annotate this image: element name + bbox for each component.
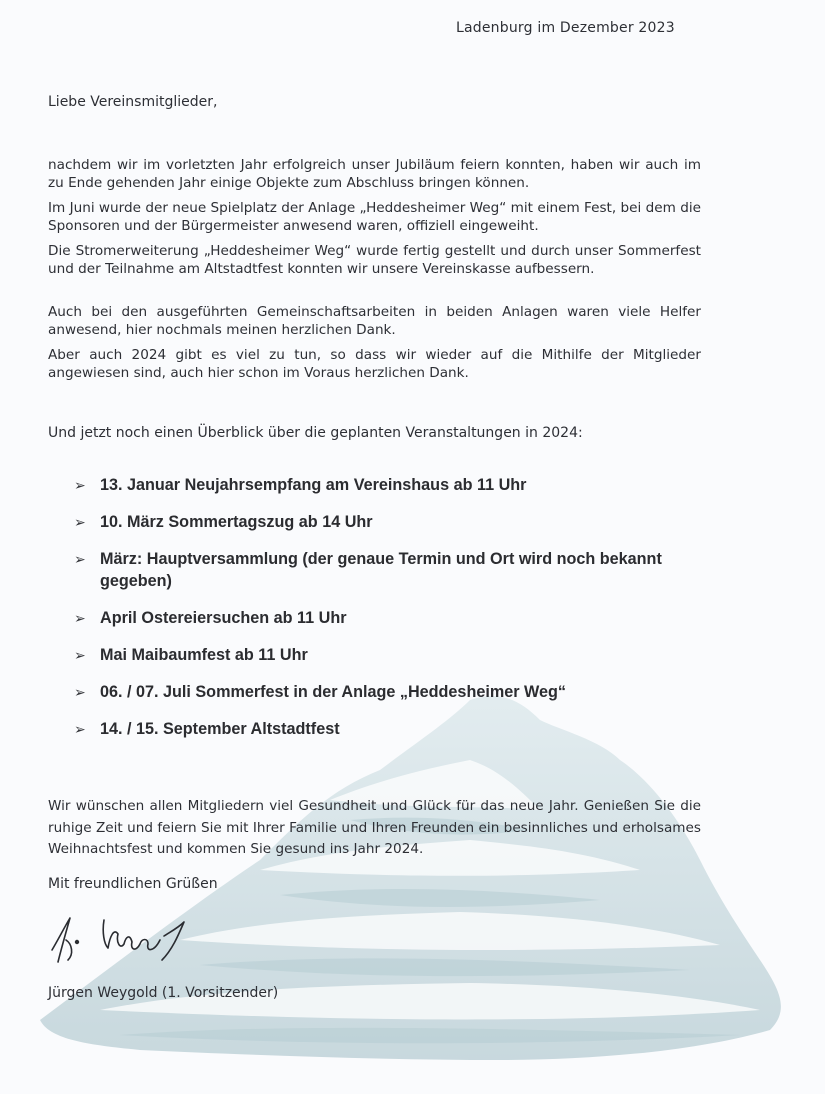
- event-list: [74, 474, 714, 755]
- event-item: ➢ 06. / 07. Juli Sommerfest in der Anlage „Heddesheimer Weg“: [74, 683, 566, 701]
- event-item: ➢ 13. Januar Neujahrsempfang am Vereinshaus ab 11 Uhr: [74, 476, 527, 494]
- closing-paragraph: Wir wünschen allen Mitgliedern viel Gesundheit und Glück für das neue Jahr. Genießen Sie die ruhige Zeit und feiern Sie mit Ihrer Familie und Ihren Freunden ein besinnliches und erholsames Weihnachtsfest und kommen Sie gesund ins Jahr 2024.: [48, 798, 701, 857]
- place-and-date: Ladenburg im Dezember 2023: [456, 20, 675, 36]
- arrow-bullet-icon: ➢: [74, 477, 86, 493]
- greeting: Mit freundlichen Grüßen: [48, 876, 218, 892]
- arrow-bullet-icon: ➢: [74, 721, 86, 737]
- arrow-bullet-icon: ➢: [74, 647, 86, 663]
- salutation: Liebe Vereinsmitglieder,: [48, 94, 218, 110]
- signer-name: Jürgen Weygold (1. Vorsitzender): [48, 985, 279, 1001]
- event-item: ➢ Mai Maibaumfest ab 11 Uhr: [74, 646, 308, 664]
- handwritten-signature: [44, 910, 194, 972]
- paragraph-playground: Im Juni wurde der neue Spielplatz der Anlage „Heddesheimer Weg“ mit einem Fest, bei dem die Sponsoren und der Bürgermeister anwesend waren, offiziell eingeweiht.: [48, 200, 701, 234]
- arrow-bullet-icon: ➢: [74, 551, 86, 567]
- event-item: ➢ März: Hauptversammlung (der genaue Termin und Ort wird noch bekannt gegeben): [74, 550, 662, 590]
- paragraph-jubilee: nachdem wir im vorletzten Jahr erfolgreich unser Jubiläum feiern konnten, haben wir auch im zu Ende gehenden Jahr einige Objekte zum Abschluss bringen können.: [48, 157, 701, 191]
- event-item: ➢ 14. / 15. September Altstadtfest: [74, 720, 340, 738]
- arrow-bullet-icon: ➢: [74, 514, 86, 530]
- paragraph-community-work: Auch bei den ausgeführten Gemeinschaftsarbeiten in beiden Anlagen waren viele Helfer anwesend, hier nochmals meinen herzlichen Dank.: [48, 304, 701, 338]
- events-intro: Und jetzt noch einen Überblick über die geplanten Veranstaltungen in 2024:: [48, 425, 583, 441]
- event-item: ➢ April Ostereiersuchen ab 11 Uhr: [74, 609, 347, 627]
- arrow-bullet-icon: ➢: [74, 684, 86, 700]
- arrow-bullet-icon: ➢: [74, 610, 86, 626]
- paragraph-outlook-2024: Aber auch 2024 gibt es viel zu tun, so dass wir wieder auf die Mithilfe der Mitglieder angewiesen sind, auch hier schon im Voraus herzlichen Dank.: [48, 347, 701, 381]
- event-item: ➢ 10. März Sommertagszug ab 14 Uhr: [74, 513, 373, 531]
- paragraph-power-extension: Die Stromerweiterung „Heddesheimer Weg“ wurde fertig gestellt und durch unser Sommerfest und der Teilnahme am Altstadtfest konnten wir unsere Vereinskasse aufbessern.: [48, 243, 701, 277]
